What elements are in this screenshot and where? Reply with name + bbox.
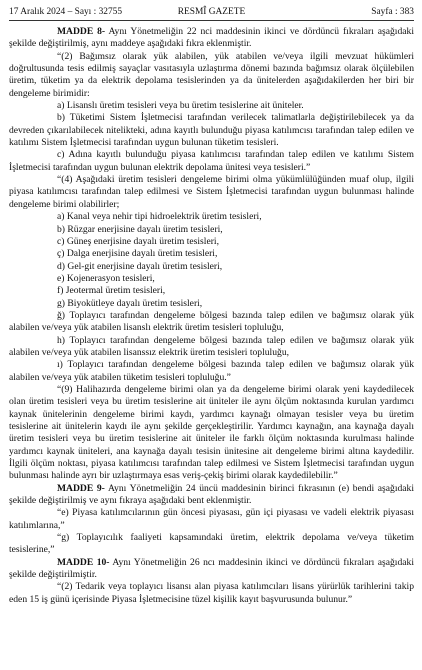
list-item: ç) Dalga enerjisine dayalı üretim tesisleri, [57, 248, 218, 260]
list-item: ğ) Toplayıcı tarafından dengeleme bölgesi bazında talep edilen ve bağımsız olarak yük alabilen ve/veya yük atabilen lisanslı elektrik üretim tesisleri topluluğu, [9, 309, 414, 334]
article-9-label: MADDE 9- [57, 482, 105, 494]
list-item: ı) Toplayıcı tarafından dengeleme bölgesi bazında talep edilen ve bağımsız olarak yük alabilen ve/veya yük atabilen tüketim tesisleri topluluğu.” [9, 359, 414, 383]
list-item: h) Toplayıcı tarafından dengeleme bölgesi bazında talep edilen ve bağımsız olarak yük alabilen ve/veya yük atabilen lisanssız elektrik üretim tesisleri topluluğu, [9, 334, 414, 358]
list-item: b) Rüzgar enerjisine dayalı üretim tesisleri, [57, 223, 223, 235]
article-10-text: Aynı Yönetmeliğin 26 ncı maddesinin ikinci ve dördüncü fıkraları aşağıdaki şekilde değiştirilmiştir. [9, 556, 414, 581]
paragraph-2: “(2) Bağımsız olarak yük alabilen, yük atabilen ve/veya ilgili mevzuat hükümleri doğrultusunda tesis edilmiş sayaçlar vasıtasıyla uzlaştırma dönemi bazında bağımsız olarak ölçülebilen üretim, tüketim ya da elektrik depolama tesislerinden ya da ünitelerden aşağıdakilerden her biri bir dengeleme birimidir: [9, 50, 414, 99]
paragraph-2-article-10: “(2) Tedarik veya toplayıcı lisansı alan piyasa katılımcıları lisans yürürlük tarihlerini takip eden 15 iş günü içerisinde Piyasa İşletmecisine tüzel kişilik kayıt başvurusunda bulunur.” [9, 581, 414, 605]
page-header [9, 6, 414, 21]
article-8-text: Aynı Yönetmeliğin 22 nci maddesinin ikinci ve dördüncü fıkraları aşağıdaki şekilde değiştirilmiş, aynı maddeye aşağıdaki fıkra eklenmiştir. [9, 26, 414, 50]
page-number: Sayfa : 383 [371, 7, 414, 17]
paragraph-4: “(4) Aşağıdaki üretim tesisleri dengeleme birimi olma yükümlülüğünden muaf olup, ilgili piyasa katılımcısı tarafından talep edilmesi ve Sistem İşletmecisi tarafından uygun bulunması halinde dengeleme birimi olabilirler; [9, 174, 414, 210]
issue-date-number: 17 Aralık 2024 – Sayı : 32755 [9, 7, 123, 17]
article-10-intro [9, 557, 414, 582]
article-9-text: Aynı Yönetmeliğin 24 üncü maddesinin birinci fıkrasının (e) bendi aşağıdaki şekilde değiştirilmiş ve aynı fıkraya aşağıdaki bent eklenmiştir. [9, 482, 414, 507]
list-item: f) Jeotermal üretim tesisleri, [57, 285, 166, 297]
list-item: a) Kanal veya nehir tipi hidroelektrik üretim tesisleri, [57, 211, 262, 223]
list-item: d) Gel-git enerjisine dayalı üretim tesisleri, [57, 260, 223, 272]
clause-g: “g) Toplayıcılık faaliyeti kapsamındaki üretim, elektrik depolama ve/veya tüketim tesislerine,” [9, 532, 414, 556]
article-8-label: MADDE 8- [57, 26, 106, 37]
article-9-intro [9, 483, 414, 508]
article-10-label: MADDE 10- [57, 556, 110, 568]
list-item: e) Kojenerasyon tesisleri, [57, 272, 155, 284]
list-item: c) Adına kayıtlı bulunduğu piyasa katılımcısı tarafından talep edilen ve katılımı Sistem İşletmecisi tarafından uygun bulunan elektrik depolama ünitesi veya tesisleri.” [9, 149, 414, 173]
list-item: c) Güneş enerjisine dayalı üretim tesisleri, [57, 235, 219, 247]
article-8-intro [9, 26, 414, 51]
list-item: b) Tüketimi Sistem İşletmecisi tarafından verilecek talimatlarla değiştirilebilecek ya da devreden çıkarılabilecek nitelikteki, adına kayıtlı bulunduğu piyasa katılımcısı tarafından talep edilen ve katılımı Sistem İşletmecisi tarafından uygun bulunan tüketim tesisleri. [9, 112, 414, 149]
gazette-title: RESMÎ GAZETE [177, 7, 246, 17]
list-item: g) Biyokütleye dayalı üretim tesisleri, [57, 297, 203, 309]
list-item: a) Lisanslı üretim tesisleri veya bu üretim tesislerine ait üniteler. [57, 100, 304, 112]
clause-e: “e) Piyasa katılımcılarının gün öncesi piyasası, gün içi piyasası ve vadeli elektrik piyasası katılımlarına,” [9, 507, 414, 531]
paragraph-9: “(9) Halihazırda dengeleme birimi olan ya da dengeleme birimi olarak yeni kaydedilecek olan üretim tesisleri veya bu üretim tesislerine ait üniteler ile aynı ölçüm noktasında kurulan yardımcı kaynak ünitelerinin dengeleme birimi kaydı, yardımcı kaynağı olmayan tesisler veya bu üretim tesislerine ait ünitelerin kaydı ile aynı şekilde gerçekleştirilir. Yardımcı kaynağın, ana kaynağa dayalı üretim tesisleri veya bu üretim tesislerine ait üniteler ile farklı ölçüm noktasında kurulması halinde yardımcı kaynak üniteleri, ana kaynağa dayalı tesisin ünitesine ait dengeleme birimi altına kaydedilir. İlgili ölçüm noktası, piyasa katılımcısı tarafından talep edilmesi ve Sistem İşletmecisi tarafından uygun bulunması halinde ayrı bir uzlaştırmaya esas veriş-çekiş birimi olarak kaydedilebilir.” [9, 383, 414, 482]
